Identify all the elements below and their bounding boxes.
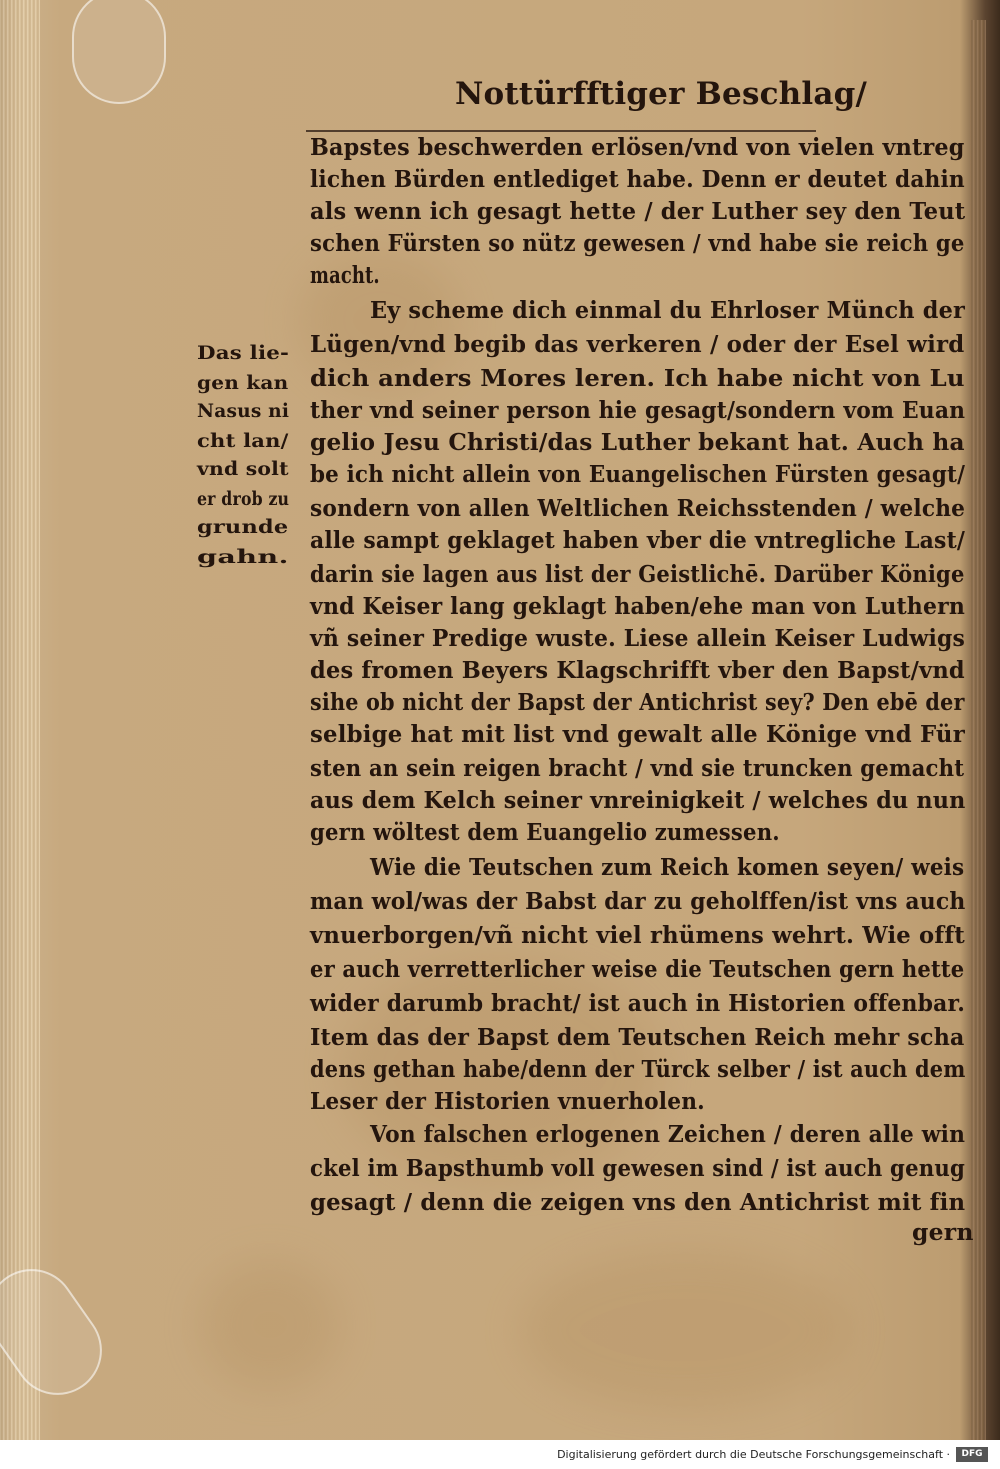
- text-line: Von falschen erlogenen Zeichen / deren alle win: [370, 1120, 966, 1148]
- text-line: als wenn ich gesagt hette / der Luther sey den Teut: [310, 197, 966, 225]
- text-line: des fromen Beyers Klagschrifft vber den Bapst/vnd: [310, 656, 965, 684]
- text-line: vnd Keiser lang geklagt haben/ehe man von Luthern: [310, 592, 966, 620]
- text-line: sondern von allen Weltlichen Reichsstenden / welche: [310, 494, 966, 522]
- text-line: aus dem Kelch seiner vnreinigkeit / welches du nun: [310, 786, 966, 814]
- marginal-note-line: gahn.: [197, 546, 289, 568]
- text-line: Item das der Bapst dem Teutschen Reich mehr scha: [310, 1023, 965, 1051]
- text-line: er auch verretterlicher weise die Teutschen gern hette: [310, 955, 965, 983]
- text-line: gelio Jesu Christi/das Luther bekant hat. Auch ha: [310, 428, 965, 456]
- text-line: gesagt / denn die zeigen vns den Antichrist mit fin: [310, 1188, 966, 1216]
- text-line: lichen Bürden entlediget habe. Denn er deutet dahin: [310, 165, 965, 193]
- text-line: darin sie lagen aus list der Geistlichē. Darüber Könige: [310, 560, 965, 588]
- footer-bar: [0, 1440, 1000, 1469]
- text-line: Lügen/vnd begib das verkeren / oder der Esel wird: [310, 330, 965, 358]
- text-line: Wie die Teutschen zum Reich komen seyen/ weis: [370, 853, 965, 881]
- text-line: man wol/was der Babst dar zu geholffen/ist vns auch: [310, 887, 966, 915]
- marginal-note-line: vnd solt: [197, 458, 289, 480]
- text-line: be ich nicht allein von Euangelischen Fürsten gesagt/: [310, 460, 966, 488]
- text-line: schen Fürsten so nütz gewesen / vnd habe sie reich ge: [310, 229, 965, 257]
- heading-rule: [306, 130, 816, 132]
- page-clip-top: [72, 0, 166, 104]
- marginal-note-line: grunde: [197, 516, 289, 538]
- text-line: sten an sein reigen bracht / vnd sie truncken gemacht: [310, 754, 965, 782]
- dfg-logo: DFG: [956, 1447, 988, 1462]
- text-line: dens gethan habe/denn der Türck selber / ist auch dem: [310, 1055, 966, 1083]
- catchword: gern: [912, 1218, 974, 1246]
- text-line: macht.: [310, 261, 380, 289]
- marginal-note-line: cht lan/: [197, 430, 289, 452]
- marginal-note-line: Das lie-: [197, 342, 290, 364]
- marginal-note-line: gen kan: [197, 372, 289, 394]
- marginal-note-line: Nasus ni: [197, 400, 290, 422]
- left-page-edges: [0, 0, 40, 1440]
- text-line: ckel im Bapsthumb voll gewesen sind / ist auch genug: [310, 1154, 965, 1182]
- running-head: Nottürfftiger Beschlag/: [455, 76, 868, 112]
- water-stain: [520, 1250, 850, 1410]
- text-line: Leser der Historien vnuerholen.: [310, 1087, 705, 1115]
- text-line: gern wöltest dem Euangelio zumessen.: [310, 818, 780, 846]
- funding-credit: Digitalisierung gefördert durch die Deutsche Forschungsgemeinschaft ·: [557, 1448, 950, 1461]
- text-line: sihe ob nicht der Bapst der Antichrist sey? Den ebē der: [310, 688, 965, 716]
- text-line: Bapstes beschwerden erlösen/vnd von vielen vntreg: [310, 133, 965, 161]
- text-line: vnuerborgen/vñ nicht viel rhümens wehrt. Wie offt: [310, 921, 965, 949]
- marginal-note-line: er drob zu: [197, 488, 290, 510]
- text-line: selbige hat mit list vnd gewalt alle Könige vnd Für: [310, 720, 965, 748]
- text-line: Ey scheme dich einmal du Ehrloser Münch der: [370, 296, 965, 324]
- text-line: wider darumb bracht/ ist auch in Historien offenbar.: [310, 989, 966, 1017]
- water-stain: [200, 1260, 340, 1390]
- text-line: vñ seiner Predige wuste. Liese allein Keiser Ludwigs: [310, 624, 966, 652]
- text-line: alle sampt geklaget haben vber die vntregliche Last/: [310, 526, 966, 554]
- text-line: dich anders Mores leren. Ich habe nicht von Lu: [310, 364, 965, 392]
- text-line: ther vnd seiner person hie gesagt/sondern vom Euan: [310, 396, 966, 424]
